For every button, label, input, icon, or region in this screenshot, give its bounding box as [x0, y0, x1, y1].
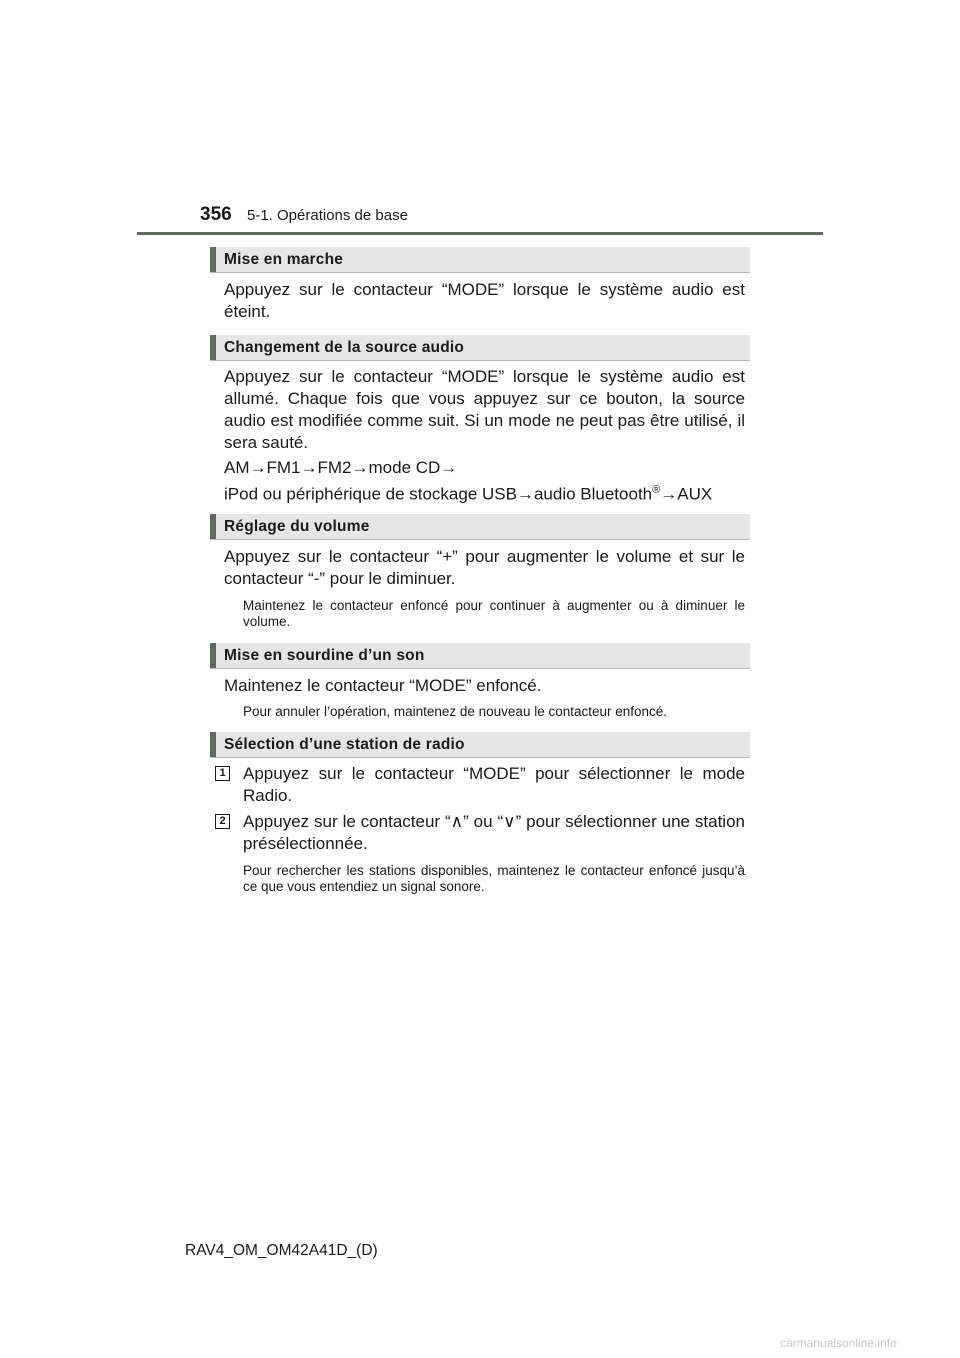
- heading-changement-source: [210, 335, 750, 361]
- registered-mark: ®: [652, 484, 661, 496]
- heading-bar: [210, 732, 216, 757]
- paragraph-mise-en-marche: Appuyez sur le contacteur “MODE” lorsque le système audio est éteint.: [224, 280, 745, 321]
- step-2-text: Appuyez sur le contacteur “∧” ou “∨” pour sélectionner une station présélectionnée.: [243, 812, 745, 853]
- watermark: carmanualsonline.info: [780, 1336, 897, 1350]
- paragraph-reglage-volume: Appuyez sur le contacteur “+” pour augmenter le volume et sur le contacteur “-” pour le diminuer.: [224, 547, 745, 588]
- source-sequence-line2: [224, 479, 745, 506]
- heading-bar: [210, 247, 216, 272]
- heading-station-radio: [210, 732, 750, 758]
- step-number-2: 2: [215, 814, 230, 829]
- note-station-radio: Pour rechercher les stations disponibles, maintenez le contacteur enfoncé jusqu’à ce que vous entendiez un signal sonore.: [243, 863, 745, 894]
- source-sequence-line1: AM→FM1→FM2→mode CD→: [224, 458, 458, 477]
- heading-sourdine: [210, 643, 750, 669]
- heading-reglage-volume: [210, 514, 750, 540]
- heading-text: Changement de la source audio: [224, 339, 465, 356]
- footer-doc-code: RAV4_OM_OM42A41D_(D): [185, 1242, 378, 1259]
- sequence-text-b: →AUX: [660, 484, 713, 504]
- paragraph-sourdine: Maintenez le contacteur “MODE” enfoncé.: [224, 676, 542, 695]
- page-number: 356: [200, 204, 232, 225]
- sequence-text-a: iPod ou périphérique de stockage USB→audio Bluetooth: [224, 484, 653, 504]
- paragraph-changement-source: Appuyez sur le contacteur “MODE” lorsque le système audio est allumé. Chaque fois que vous appuyez sur ce bouton, la source audio est modifiée comme suit. Si un mode ne peut pas être utilisé, il sera sauté.: [224, 367, 745, 452]
- heading-text: Mise en marche: [224, 251, 344, 268]
- step-1-text: Appuyez sur le contacteur “MODE” pour sélectionner le mode Radio.: [243, 764, 745, 805]
- heading-text: Sélection d’une station de radio: [224, 736, 465, 753]
- heading-bar: [210, 643, 216, 668]
- heading-text: Réglage du volume: [224, 518, 370, 535]
- heading-bar: [210, 335, 216, 360]
- section-label: 5-1. Opérations de base: [247, 207, 408, 224]
- note-reglage-volume: Maintenez le contacteur enfoncé pour continuer à augmenter ou à diminuer le volume.: [243, 598, 745, 629]
- heading-text: Mise en sourdine d’un son: [224, 647, 425, 664]
- note-sourdine: Pour annuler l’opération, maintenez de nouveau le contacteur enfoncé.: [243, 704, 668, 719]
- heading-bar: [210, 514, 216, 539]
- step-number-1: 1: [215, 766, 230, 781]
- heading-mise-en-marche: [210, 247, 750, 273]
